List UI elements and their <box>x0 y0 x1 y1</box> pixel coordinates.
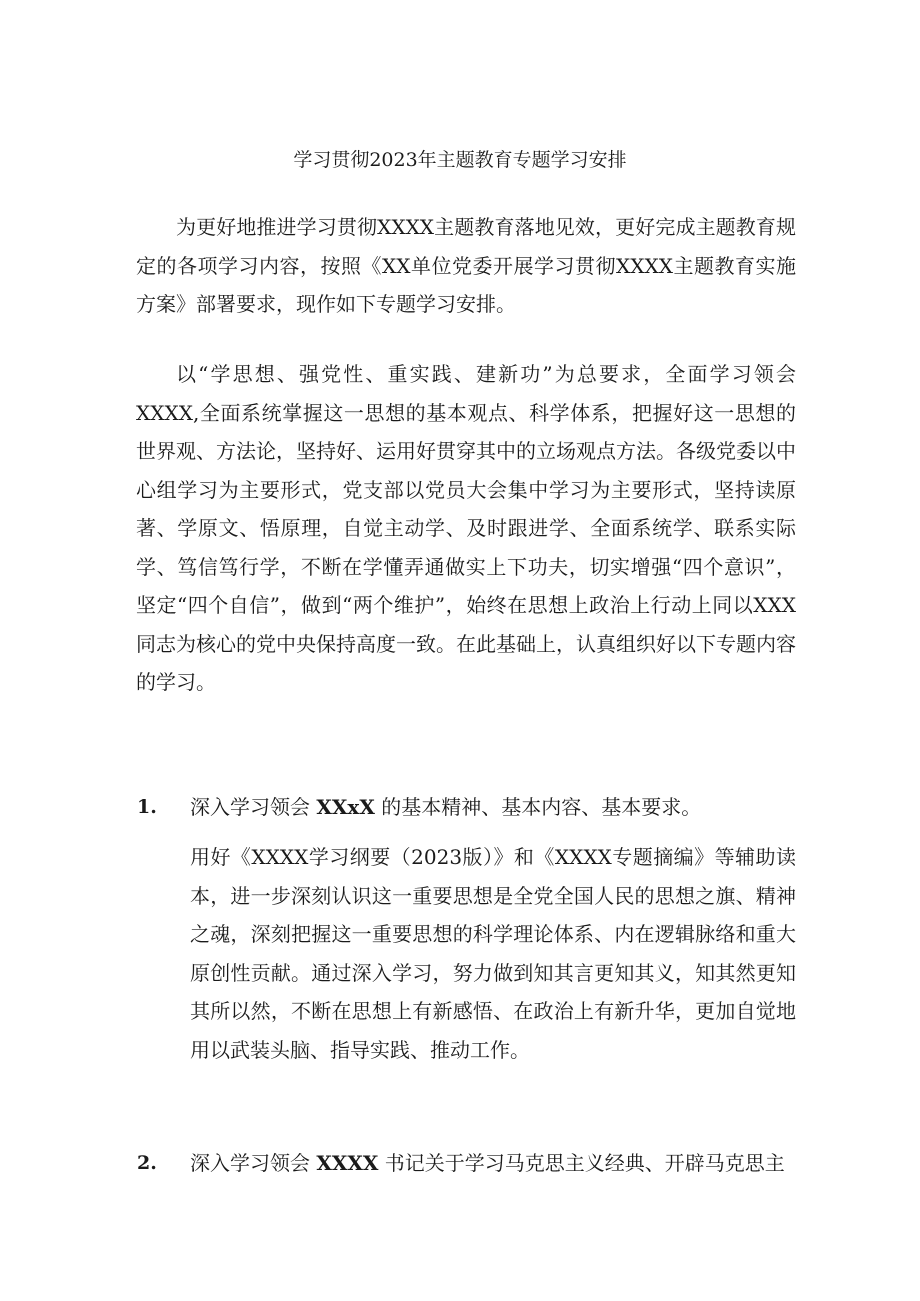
item-1-number: 1. <box>137 796 157 818</box>
item-2-title <box>190 1149 796 1177</box>
item-1-body: 用好《XXXX学习纲要（2023版）》和《XXXX专题摘编》等辅助读本，进一步深刻认识这一重要思想是全党全国人民的思想之旗、精神之魂，深刻把握这一重要思想的科学理论体系、内在逻辑脉络和重大原创性贡献。通过深入学习，努力做到知其言更知其义，知其然更知其所以然，不断在思想上有新感悟、在政治上有新升华，更加自觉地用以武装头脑、指导实践、推动工作。 <box>190 845 796 1062</box>
item-2-title-suffix: 书记关于学习马克思主义经典、开辟马克思主 <box>384 1151 785 1175</box>
intro-paragraph: 为更好地推进学习贯彻XXXX主题教育落地见效，更好完成主题教育规定的各项学习内容，按照《XX单位党委开展学习贯彻XXXX主题教育实施方案》部署要求，现作如下专题学习安排。 <box>136 215 796 316</box>
item-2-number: 2. <box>137 1152 157 1174</box>
item-2-title-prefix: 深入学习领会 <box>190 1151 310 1175</box>
requirements-paragraph: 以“学思想、强党性、重实践、建新功”为总要求，全面学习领会XXXX,全面系统掌握这一思想的基本观点、科学体系，把握好这一思想的世界观、方法论，坚持好、运用好贯穿其中的立场观点方法。各级党委以中心组学习为主要形式，党支部以党员大会集中学习为主要形式，坚持读原著、学原文、悟原理，自觉主动学、及时跟进学、全面系统学、联系实际学、笃信笃行学，不断在学懂弄通做实上下功夫，切实增强“四个意识”，坚定“四个自信”，做到“两个维护”，始终在思想上政治上行动上同以XXX同志为核心的党中央保持高度一致。在此基础上，认真组织好以下专题内容的学习。 <box>136 362 796 694</box>
item-1-title-bold: XXxX <box>316 795 375 819</box>
item-1-title <box>190 793 796 821</box>
document-title: 学习贯彻2023年主题教育专题学习安排 <box>293 149 627 171</box>
item-2-title-bold: XXXX <box>316 1151 379 1175</box>
item-1-title-prefix: 深入学习领会 <box>190 795 310 819</box>
item-1-title-suffix: 的基本精神、基本内容、基本要求。 <box>381 795 702 819</box>
